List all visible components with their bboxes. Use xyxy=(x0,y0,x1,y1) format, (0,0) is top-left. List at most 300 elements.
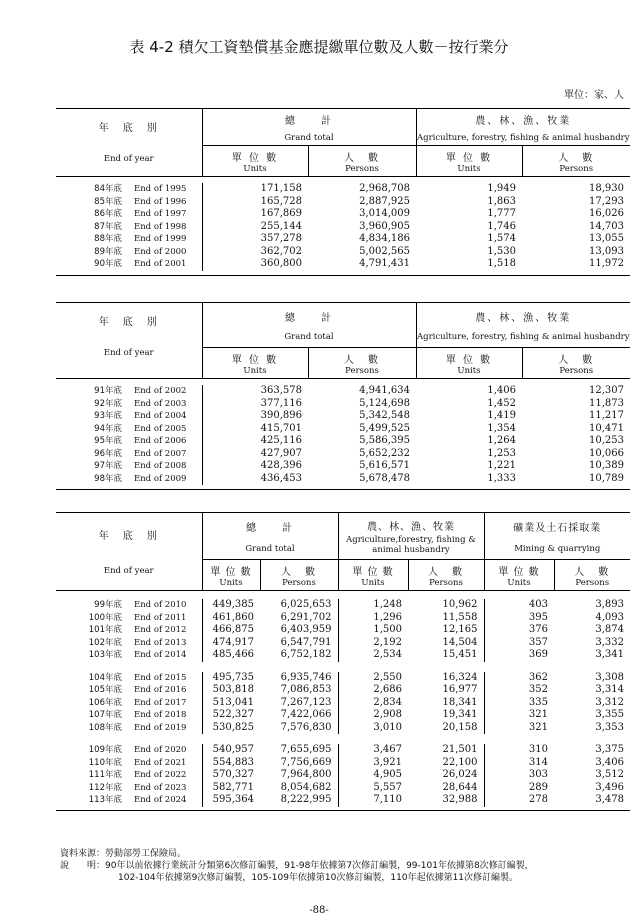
table-row xyxy=(56,744,630,757)
agri-units-cell: 2,192 xyxy=(338,637,408,650)
table-row xyxy=(56,697,630,710)
page-number: -88- xyxy=(309,905,329,916)
table-row xyxy=(56,757,630,770)
persons-header-zh: 人 數 xyxy=(558,152,595,164)
year-zh-cell: 86年底 xyxy=(94,209,122,219)
year-en-cell: End of 2019 xyxy=(134,722,187,733)
agri-persons-cell: 10,789 xyxy=(589,472,624,484)
agri-persons-cell: 16,977 xyxy=(442,684,478,695)
agri-persons-cell: 20,158 xyxy=(442,721,478,733)
agri-persons-cell: 22,100 xyxy=(442,756,478,768)
persons-header-en: Persons xyxy=(345,365,379,376)
agri-units-cell: 1,530 xyxy=(487,245,516,257)
total-units-cell: 540,957 xyxy=(202,744,260,757)
agri-header-en: Agriculture,forestry, fishing & animal husbandry xyxy=(346,534,476,555)
year-zh-cell: 108年底 xyxy=(88,722,122,733)
year-zh-cell: 104年底 xyxy=(88,672,122,683)
total-persons-cell: 3,960,905 xyxy=(359,220,410,232)
source-note: 資料來源：勞動部勞工保險局。 xyxy=(60,849,187,859)
agri-units-cell: 1,419 xyxy=(487,410,516,421)
table-row xyxy=(56,624,630,637)
agri-persons-cell: 32,988 xyxy=(442,794,478,805)
year-en-cell: End of 1995 xyxy=(134,184,187,194)
agri-persons-cell: 28,644 xyxy=(442,781,478,793)
persons-header-en: Persons xyxy=(429,577,463,588)
page-title: 表 4-2 積欠工資墊償基金應提繳單位數及人數－按行業分 xyxy=(129,38,509,56)
agri-units-cell: 2,534 xyxy=(338,649,408,662)
total-units-cell: 377,116 xyxy=(202,398,308,411)
table-row xyxy=(56,794,630,807)
mining-units-cell: 310 xyxy=(484,744,554,757)
spacer-cell xyxy=(56,734,630,744)
agri-units-cell: 1,949 xyxy=(487,183,516,194)
table-row xyxy=(56,258,630,271)
year-zh-cell: 96年底 xyxy=(94,448,122,459)
total-persons-cell: 5,678,478 xyxy=(359,472,410,484)
block-1-rows xyxy=(56,177,630,271)
year-en-cell: End of 2013 xyxy=(134,637,187,648)
agri-persons-cell: 10,389 xyxy=(589,460,624,471)
total-units-cell: 485,466 xyxy=(202,649,260,662)
agri-persons-cell: 11,558 xyxy=(442,611,478,623)
mining-units-cell: 321 xyxy=(484,722,554,735)
agri-units-cell: 1,574 xyxy=(487,233,516,244)
agri-persons-cell: 10,471 xyxy=(589,422,624,434)
table-row xyxy=(56,423,630,436)
year-header-en: End of year xyxy=(103,566,154,576)
agri-units-cell: 1,253 xyxy=(487,447,516,459)
total-persons-cell: 7,422,066 xyxy=(280,709,332,720)
total-header-en: Grand total xyxy=(245,543,295,554)
total-units-cell: 427,907 xyxy=(202,448,308,461)
total-persons-cell: 2,887,925 xyxy=(359,195,410,207)
total-units-cell: 390,896 xyxy=(202,410,308,423)
total-persons-cell: 5,124,698 xyxy=(359,397,410,409)
year-zh-cell: 111年底 xyxy=(88,770,122,780)
total-persons-cell: 8,054,682 xyxy=(280,781,332,793)
explanation-note xyxy=(60,860,534,884)
total-persons-cell: 5,616,571 xyxy=(359,460,410,471)
agri-persons-cell: 10,066 xyxy=(589,447,624,459)
year-en-cell: End of 1997 xyxy=(134,209,187,219)
year-zh-cell: 110年底 xyxy=(88,757,122,768)
year-zh-cell: 97年底 xyxy=(94,461,122,471)
table-row xyxy=(56,448,630,461)
group-spacer xyxy=(56,591,630,600)
units-header-en: Units xyxy=(219,577,243,588)
persons-header-zh: 人 數 xyxy=(558,354,595,366)
agri-persons-cell: 10,962 xyxy=(442,599,478,610)
units-header-zh: 單 位 數 xyxy=(231,152,279,164)
persons-header-zh: 人 數 xyxy=(428,566,464,578)
agri-units-cell: 2,550 xyxy=(338,672,408,685)
mining-persons-cell: 3,893 xyxy=(595,599,624,610)
total-units-cell: 449,385 xyxy=(202,599,260,612)
agri-units-cell: 1,221 xyxy=(487,460,516,471)
total-units-cell: 461,860 xyxy=(202,612,260,625)
total-units-cell: 357,278 xyxy=(202,233,308,246)
agri-persons-cell: 11,873 xyxy=(589,397,624,409)
persons-header-en: Persons xyxy=(282,577,316,588)
total-persons-cell: 7,655,695 xyxy=(280,744,332,755)
year-en-cell: End of 2017 xyxy=(134,697,187,708)
mining-units-cell: 395 xyxy=(484,612,554,625)
total-units-cell: 436,453 xyxy=(202,473,308,486)
total-persons-cell: 4,791,431 xyxy=(359,258,410,269)
mining-persons-cell: 3,478 xyxy=(595,794,624,805)
total-units-cell: 595,364 xyxy=(202,794,260,807)
agri-units-cell: 1,354 xyxy=(487,422,516,434)
agri-units-cell: 1,296 xyxy=(338,612,408,625)
agri-units-cell: 1,777 xyxy=(487,208,516,219)
total-persons-cell: 5,342,548 xyxy=(359,410,410,421)
total-persons-cell: 6,025,653 xyxy=(280,599,332,610)
units-header-en: Units xyxy=(361,577,385,588)
units-header-zh: 單 位 數 xyxy=(210,566,252,578)
agri-units-cell: 2,908 xyxy=(338,709,408,722)
total-units-cell: 165,728 xyxy=(202,196,308,209)
total-persons-cell: 6,935,746 xyxy=(280,671,332,683)
mining-units-cell: 278 xyxy=(484,794,554,807)
year-zh-cell: 107年底 xyxy=(88,710,122,720)
table-row xyxy=(56,672,630,685)
agri-units-cell: 3,921 xyxy=(338,757,408,770)
agri-units-cell: 1,863 xyxy=(487,195,516,207)
mining-persons-cell: 3,332 xyxy=(595,636,624,648)
mining-persons-cell: 4,093 xyxy=(595,611,624,623)
note-line-2: 102-104年依據第9次修訂編製，105-109年依據第10次修訂編製，110年起依據第11次修訂編製。 xyxy=(118,873,519,883)
total-persons-cell: 2,968,708 xyxy=(359,183,410,194)
mining-units-cell: 369 xyxy=(484,649,554,662)
year-header-zh: 年 底 別 xyxy=(98,123,159,134)
year-zh-cell: 88年底 xyxy=(94,234,122,244)
mining-units-cell: 321 xyxy=(484,709,554,722)
year-en-cell: End of 2006 xyxy=(134,436,187,446)
total-persons-cell: 8,222,995 xyxy=(280,794,332,805)
year-header-en: End of year xyxy=(103,154,154,164)
year-en-cell: End of 2003 xyxy=(134,398,187,409)
agri-units-cell: 7,110 xyxy=(338,794,408,807)
table-row xyxy=(56,473,630,486)
year-zh-cell: 113年底 xyxy=(88,795,122,805)
year-en-cell: End of 2024 xyxy=(134,795,187,805)
year-header-zh: 年 底 別 xyxy=(98,317,159,328)
total-persons-cell: 7,756,669 xyxy=(280,756,332,768)
agri-units-cell: 1,248 xyxy=(338,599,408,612)
block-3-rows xyxy=(56,591,630,807)
persons-header-en: Persons xyxy=(559,163,594,174)
mining-persons-cell: 3,353 xyxy=(595,721,624,733)
year-zh-cell: 95年底 xyxy=(94,436,122,446)
total-persons-cell: 7,086,853 xyxy=(280,684,332,695)
agri-units-cell: 2,834 xyxy=(338,697,408,710)
spacer-cell xyxy=(56,591,630,600)
mining-persons-cell: 3,355 xyxy=(595,709,624,720)
agri-persons-cell: 16,026 xyxy=(589,208,624,219)
year-en-cell: End of 2012 xyxy=(134,625,187,635)
agri-units-cell: 2,686 xyxy=(338,684,408,697)
total-units-cell: 554,883 xyxy=(202,757,260,770)
year-zh-cell: 92年底 xyxy=(94,398,122,409)
total-header-en: Grand total xyxy=(284,331,334,342)
agri-units-cell: 4,905 xyxy=(338,769,408,782)
year-zh-cell: 98年底 xyxy=(94,473,122,484)
spacer-cell xyxy=(56,662,630,672)
agri-units-cell: 1,518 xyxy=(487,258,516,269)
table-block-1 xyxy=(56,108,630,276)
mining-units-cell: 303 xyxy=(484,769,554,782)
group-spacer xyxy=(56,734,630,744)
table-row xyxy=(56,233,630,246)
mining-header-zh: 礦業及土石採取業 xyxy=(513,522,602,534)
agri-persons-cell: 14,703 xyxy=(589,220,624,232)
mining-units-cell: 376 xyxy=(484,624,554,637)
agri-units-cell: 5,557 xyxy=(338,782,408,795)
mining-persons-cell: 3,312 xyxy=(595,696,624,708)
year-en-cell: End of 2020 xyxy=(134,745,187,755)
year-en-cell: End of 2014 xyxy=(134,650,187,660)
table-block-2 xyxy=(56,302,630,490)
units-header-zh: 單 位 數 xyxy=(352,566,394,578)
agri-header-zh: 農、林、漁、牧業 xyxy=(475,312,572,324)
agri-header-en: Agriculture, forestry, fishing & animal husbandry xyxy=(417,132,630,143)
mining-units-cell: 403 xyxy=(484,599,554,612)
agri-units-cell: 3,467 xyxy=(338,744,408,757)
total-units-cell: 167,869 xyxy=(202,208,308,221)
mining-persons-cell: 3,406 xyxy=(595,756,624,768)
table-row xyxy=(56,637,630,650)
total-units-cell: 495,735 xyxy=(202,672,260,685)
total-header-zh: 總 計 xyxy=(285,312,333,324)
total-persons-cell: 6,403,959 xyxy=(280,624,332,635)
year-zh-cell: 94年底 xyxy=(94,423,122,434)
year-en-cell: End of 2000 xyxy=(134,246,187,257)
units-header-zh: 單 位 數 xyxy=(445,152,493,164)
year-en-cell: End of 2022 xyxy=(134,770,187,780)
year-zh-cell: 99年底 xyxy=(94,600,122,610)
total-persons-cell: 6,547,791 xyxy=(280,636,332,648)
year-en-cell: End of 2011 xyxy=(134,612,187,623)
total-header-en: Grand total xyxy=(284,132,334,143)
year-header-en: End of year xyxy=(103,348,154,358)
year-en-cell: End of 2018 xyxy=(134,710,187,720)
units-header-zh: 單 位 數 xyxy=(498,566,540,578)
total-units-cell: 570,327 xyxy=(202,769,260,782)
year-en-cell: End of 2021 xyxy=(134,757,187,768)
total-units-cell: 360,800 xyxy=(202,258,308,271)
total-persons-cell: 3,014,009 xyxy=(359,208,410,219)
agri-persons-cell: 18,341 xyxy=(442,696,478,708)
total-units-cell: 255,144 xyxy=(202,221,308,234)
agri-units-cell: 1,406 xyxy=(487,385,516,396)
table-row xyxy=(56,709,630,722)
agri-persons-cell: 17,293 xyxy=(589,195,624,207)
mining-units-cell: 352 xyxy=(484,684,554,697)
agri-persons-cell: 19,341 xyxy=(442,709,478,720)
table-row xyxy=(56,460,630,473)
agri-persons-cell: 14,504 xyxy=(442,636,478,648)
agri-units-cell: 1,333 xyxy=(487,472,516,484)
table-row xyxy=(56,599,630,612)
year-en-cell: End of 2010 xyxy=(134,600,187,610)
persons-header-en: Persons xyxy=(345,163,379,174)
total-units-cell: 522,327 xyxy=(202,709,260,722)
year-zh-cell: 112年底 xyxy=(88,782,122,793)
mining-persons-cell: 3,314 xyxy=(595,684,624,695)
agri-persons-cell: 12,307 xyxy=(589,385,624,396)
table-row xyxy=(56,208,630,221)
group-spacer xyxy=(56,662,630,672)
mining-persons-cell: 3,375 xyxy=(595,744,624,755)
table-row xyxy=(56,435,630,448)
agri-persons-cell: 13,093 xyxy=(589,245,624,257)
units-header-en: Units xyxy=(457,163,481,174)
persons-header-en: Persons xyxy=(559,365,594,376)
year-en-cell: End of 1999 xyxy=(134,234,187,244)
year-header-zh: 年 底 別 xyxy=(98,531,159,542)
mining-persons-cell: 3,874 xyxy=(595,624,624,635)
total-units-cell: 530,825 xyxy=(202,722,260,735)
total-units-cell: 503,818 xyxy=(202,684,260,697)
total-persons-cell: 7,576,830 xyxy=(280,721,332,733)
year-zh-cell: 102年底 xyxy=(88,637,122,648)
year-en-cell: End of 2002 xyxy=(134,386,187,396)
table-row xyxy=(56,722,630,735)
table-row xyxy=(56,246,630,259)
units-header-zh: 單 位 數 xyxy=(231,354,279,366)
agri-units-cell: 1,264 xyxy=(487,435,516,446)
total-units-cell: 171,158 xyxy=(202,183,308,196)
total-persons-cell: 7,267,123 xyxy=(280,696,332,708)
agri-persons-cell: 11,217 xyxy=(589,410,624,421)
total-units-cell: 362,702 xyxy=(202,246,308,259)
year-en-cell: End of 2023 xyxy=(134,782,187,793)
year-zh-cell: 93年底 xyxy=(94,411,122,421)
year-zh-cell: 89年底 xyxy=(94,246,122,257)
table-block-3 xyxy=(56,512,630,811)
table-row xyxy=(56,385,630,398)
note-line-1: 90年以前依據行業統計分類第6次修訂編製，91-98年依據第7次修訂編製，99-101年依據第8次修訂編製， xyxy=(105,861,534,871)
year-zh-cell: 109年底 xyxy=(88,745,122,755)
agri-persons-cell: 21,501 xyxy=(442,744,478,755)
year-en-cell: End of 2007 xyxy=(134,448,187,459)
mining-units-cell: 362 xyxy=(484,672,554,685)
block-2-rows xyxy=(56,379,630,486)
table-row xyxy=(56,649,630,662)
year-en-cell: End of 2001 xyxy=(134,259,187,269)
mining-units-cell: 357 xyxy=(484,637,554,650)
agri-persons-cell: 26,024 xyxy=(442,769,478,780)
total-persons-cell: 5,002,565 xyxy=(359,245,410,257)
total-units-cell: 582,771 xyxy=(202,782,260,795)
total-persons-cell: 5,499,525 xyxy=(359,422,410,434)
agri-header-en: Agriculture, forestry, fishing & animal husbandry xyxy=(417,331,630,342)
total-persons-cell: 7,964,800 xyxy=(280,769,332,780)
mining-persons-cell: 3,341 xyxy=(595,649,624,660)
year-en-cell: End of 2016 xyxy=(134,685,187,695)
year-en-cell: End of 1998 xyxy=(134,221,187,232)
total-units-cell: 415,701 xyxy=(202,423,308,436)
agri-units-cell: 1,500 xyxy=(338,624,408,637)
table-row xyxy=(56,612,630,625)
total-persons-cell: 4,941,634 xyxy=(359,385,410,396)
note-label: 說 明： xyxy=(60,861,106,871)
total-units-cell: 466,875 xyxy=(202,624,260,637)
table-row xyxy=(56,769,630,782)
mining-header-en: Mining & quarrying xyxy=(514,543,601,554)
agri-units-cell: 3,010 xyxy=(338,722,408,735)
total-persons-cell: 6,752,182 xyxy=(280,649,332,660)
year-en-cell: End of 2005 xyxy=(134,423,187,434)
year-zh-cell: 87年底 xyxy=(94,221,122,232)
total-units-cell: 428,396 xyxy=(202,460,308,473)
table-row xyxy=(56,398,630,411)
table-row xyxy=(56,196,630,209)
agri-units-cell: 1,746 xyxy=(487,220,516,232)
agri-header-zh: 農、林、漁、牧業 xyxy=(367,521,455,533)
total-header-zh: 總 計 xyxy=(285,115,333,127)
year-en-cell: End of 2008 xyxy=(134,461,187,471)
persons-header-zh: 人 數 xyxy=(574,566,611,578)
table-row xyxy=(56,782,630,795)
year-en-cell: End of 1996 xyxy=(134,196,187,207)
year-zh-cell: 91年底 xyxy=(94,386,122,396)
table-row xyxy=(56,410,630,423)
agri-units-cell: 1,452 xyxy=(487,397,516,409)
total-persons-cell: 6,291,702 xyxy=(280,611,332,623)
units-header-zh: 單 位 數 xyxy=(445,354,493,366)
total-units-cell: 363,578 xyxy=(202,385,308,398)
total-persons-cell: 5,652,232 xyxy=(359,447,410,459)
year-en-cell: End of 2015 xyxy=(134,672,187,683)
total-units-cell: 425,116 xyxy=(202,435,308,448)
year-zh-cell: 103年底 xyxy=(88,650,122,660)
year-zh-cell: 101年底 xyxy=(88,625,122,635)
mining-units-cell: 335 xyxy=(484,697,554,710)
year-zh-cell: 90年底 xyxy=(94,259,122,269)
units-header-en: Units xyxy=(243,365,267,376)
units-header-en: Units xyxy=(507,577,531,588)
persons-header-zh: 人 數 xyxy=(281,566,317,578)
year-zh-cell: 100年底 xyxy=(88,612,122,623)
agri-header-zh: 農、林、漁、牧業 xyxy=(475,115,572,127)
mining-persons-cell: 3,512 xyxy=(595,769,624,780)
year-zh-cell: 85年底 xyxy=(94,196,122,207)
agri-persons-cell: 10,253 xyxy=(589,435,624,446)
units-header-en: Units xyxy=(457,365,481,376)
persons-header-en: Persons xyxy=(575,577,610,588)
total-units-cell: 474,917 xyxy=(202,637,260,650)
agri-persons-cell: 16,324 xyxy=(442,671,478,683)
total-units-cell: 513,041 xyxy=(202,697,260,710)
persons-header-zh: 人 數 xyxy=(344,152,380,164)
total-persons-cell: 4,834,186 xyxy=(359,233,410,244)
units-header-en: Units xyxy=(243,163,267,174)
agri-persons-cell: 15,451 xyxy=(442,649,478,660)
year-zh-cell: 106年底 xyxy=(88,697,122,708)
agri-persons-cell: 11,972 xyxy=(589,258,624,269)
agri-persons-cell: 13,055 xyxy=(589,233,624,244)
year-en-cell: End of 2004 xyxy=(134,411,187,421)
table-row xyxy=(56,183,630,196)
total-persons-cell: 5,586,395 xyxy=(359,435,410,446)
mining-persons-cell: 3,496 xyxy=(595,781,624,793)
total-header-zh: 總 計 xyxy=(246,522,294,534)
mining-units-cell: 289 xyxy=(484,782,554,795)
year-en-cell: End of 2009 xyxy=(134,473,187,484)
persons-header-zh: 人 數 xyxy=(344,354,380,366)
agri-persons-cell: 12,165 xyxy=(442,624,478,635)
